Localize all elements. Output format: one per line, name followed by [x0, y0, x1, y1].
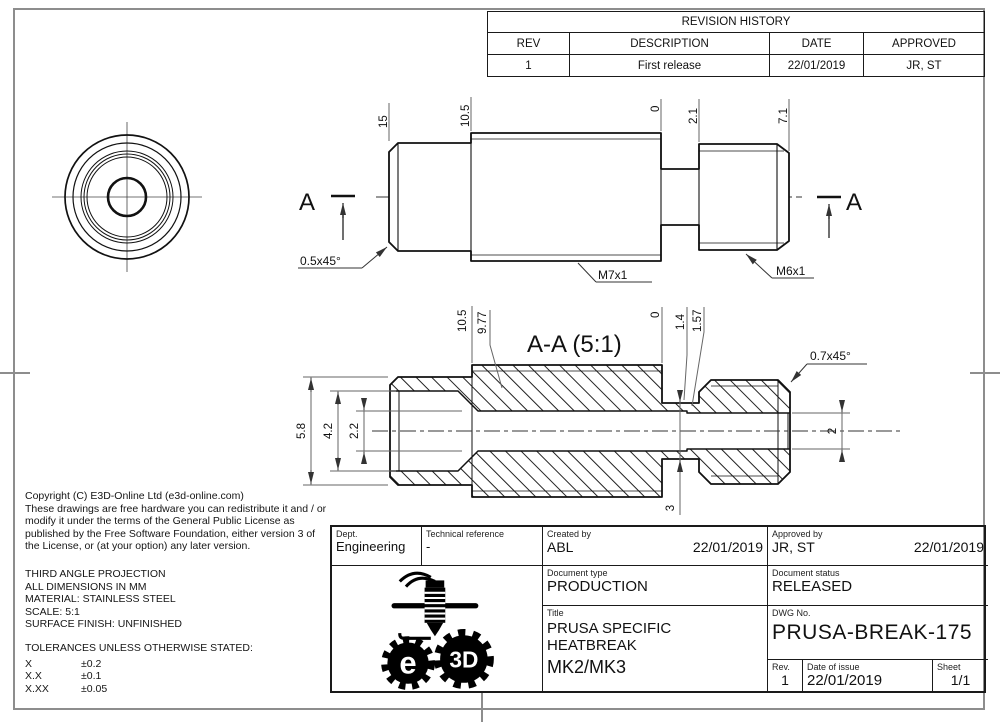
tolerances-note	[25, 642, 253, 695]
document-status-cell	[767, 565, 988, 605]
created-by-cell	[542, 527, 767, 565]
m6-leader	[746, 254, 772, 278]
tolerance-value: ±0.1	[81, 670, 102, 682]
approved-date: 22/01/2019	[913, 539, 984, 555]
revision-row	[488, 54, 984, 76]
section-view-title: A-A (5:1)	[527, 331, 622, 358]
document-type-value: PRODUCTION	[547, 578, 648, 595]
copyright-note	[25, 490, 326, 553]
dim-2-1: 2.1	[688, 108, 700, 124]
approved-by-label: Approved by	[772, 529, 823, 539]
tolerance-label: X	[25, 657, 33, 670]
spec-line: SURFACE FINISH: UNFINISHED	[25, 618, 182, 630]
m7-leader	[578, 263, 596, 282]
rev-cell	[767, 659, 802, 692]
dim-0: 0	[650, 105, 662, 112]
centering-mark-bottom	[481, 693, 483, 722]
tolerance-value: ±0.05	[81, 682, 108, 695]
chamfer-leader	[362, 247, 387, 268]
approved-by-cell	[767, 527, 988, 565]
threed-gear	[438, 633, 491, 686]
chamfer-callout-05: 0.5x45°	[300, 254, 341, 268]
front-view	[52, 122, 202, 272]
sec-dim-1-4: 1.4	[675, 314, 687, 330]
sheet-value: 1/1	[950, 672, 971, 688]
tolerances-title: TOLERANCES UNLESS OTHERWISE STATED:	[25, 642, 253, 654]
tolerance-row	[25, 683, 253, 696]
chamfer-07-leader	[791, 364, 807, 382]
sec-dim-9-77: 9.77	[477, 311, 489, 334]
logo-cell	[332, 565, 542, 692]
logo-e-text: e	[399, 645, 417, 681]
revision-col-rev: REV	[516, 37, 541, 50]
e-gear	[385, 640, 432, 687]
revision-header-row	[488, 32, 984, 54]
dim-5-8: 5.8	[296, 423, 308, 439]
dim-2-2: 2.2	[349, 423, 361, 439]
dept-cell	[332, 527, 421, 565]
section-view	[296, 306, 900, 515]
spec-line: MATERIAL: STAINLESS STEEL	[25, 593, 176, 605]
dim-15: 15	[378, 115, 390, 128]
sec-dim-10-5: 10.5	[457, 309, 469, 332]
sheet-label: Sheet	[937, 662, 961, 672]
dim-3: 3	[665, 504, 677, 512]
technical-reference-value: -	[426, 539, 431, 554]
dim-7-1: 7.1	[778, 108, 790, 124]
section-cut-label-left: A	[299, 189, 316, 216]
revision-col-date: DATE	[769, 33, 863, 54]
thread-callout-m7: M7x1	[598, 268, 628, 282]
date-of-issue-value: 22/01/2019	[807, 672, 883, 689]
tolerance-label: X.XX	[25, 682, 49, 695]
technical-reference-cell	[421, 527, 542, 565]
revision-approved-value: JR, ST	[863, 55, 984, 76]
revision-rev-value: 1	[525, 59, 532, 72]
spec-line: THIRD ANGLE PROJECTION	[25, 568, 166, 580]
copyright-line: modify it under the terms of the General Public License as	[25, 515, 295, 527]
created-by-label: Created by	[547, 529, 592, 539]
revision-col-description: DESCRIPTION	[569, 33, 769, 54]
chamfer-callout-07: 0.7x45°	[810, 349, 851, 363]
document-status-value: RELEASED	[772, 578, 853, 595]
drawing-title-line2: MK2/MK3	[547, 657, 627, 677]
created-by-value: ABL	[547, 539, 574, 555]
drawing-views-canvas	[0, 85, 1000, 522]
dim-10-5: 10.5	[460, 104, 472, 127]
thread-callout-m6: M6x1	[776, 264, 806, 278]
elevation-view	[298, 97, 862, 282]
date-of-issue-cell	[802, 659, 932, 692]
tolerance-row	[25, 658, 253, 671]
dwg-no-value: PRUSA-BREAK-175	[772, 621, 973, 644]
sec-dim-1-57: 1.57	[692, 309, 704, 332]
dwg-no-cell	[767, 605, 988, 659]
approved-by-value: JR, ST	[772, 539, 815, 555]
document-type-cell	[542, 565, 767, 605]
rev-label: Rev.	[772, 662, 790, 672]
tolerance-value: ±0.2	[81, 657, 102, 670]
revision-col-approved: APPROVED	[863, 33, 984, 54]
created-date: 22/01/2019	[692, 539, 763, 555]
tolerance-label: X.X	[25, 670, 42, 682]
copyright-line: published by the Free Software Foundation, either version 3 of	[25, 527, 316, 540]
hotend-icon	[392, 573, 479, 638]
tolerance-row	[25, 670, 253, 683]
spec-line: ALL DIMENSIONS IN MM	[25, 580, 147, 593]
document-status-label: Document status	[772, 568, 840, 578]
drawing-title-line1: PRUSA SPECIFIC HEATBREAK	[547, 620, 672, 654]
revision-description-value: First release	[569, 55, 769, 76]
dwg-no-label: DWG No.	[772, 608, 811, 618]
revision-history-table	[487, 11, 985, 77]
logo-3d-text: 3D	[449, 646, 479, 673]
title-block	[330, 525, 986, 693]
document-type-label: Document type	[547, 568, 608, 578]
technical-reference-label: Technical reference	[426, 529, 505, 539]
specification-note	[25, 568, 182, 631]
elevation-outline	[389, 133, 789, 261]
spec-line: SCALE: 5:1	[25, 605, 80, 618]
dim-2: 2	[827, 427, 839, 435]
sec-dim-0: 0	[650, 311, 662, 318]
copyright-line: These drawings are free hardware you can redistribute it and / or	[25, 502, 327, 515]
copyright-line: Copyright (C) E3D-Online Ltd (e3d-online.com)	[25, 490, 244, 502]
sheet-cell	[932, 659, 988, 692]
section-cut-label-right: A	[846, 189, 863, 216]
title-label: Title	[547, 608, 564, 618]
copyright-line: the License, or (at your option) any later version.	[25, 540, 251, 552]
drawing-title-cell	[542, 605, 767, 692]
dept-value: Engineering	[336, 539, 406, 554]
date-of-issue-label: Date of issue	[807, 662, 860, 672]
rev-value: 1	[781, 672, 789, 688]
dept-label: Dept.	[336, 529, 358, 539]
revision-date-value: 22/01/2019	[769, 55, 863, 76]
revision-history-title: REVISION HISTORY	[681, 16, 791, 28]
e3d-logo	[362, 568, 512, 690]
dim-4-2: 4.2	[323, 423, 335, 439]
